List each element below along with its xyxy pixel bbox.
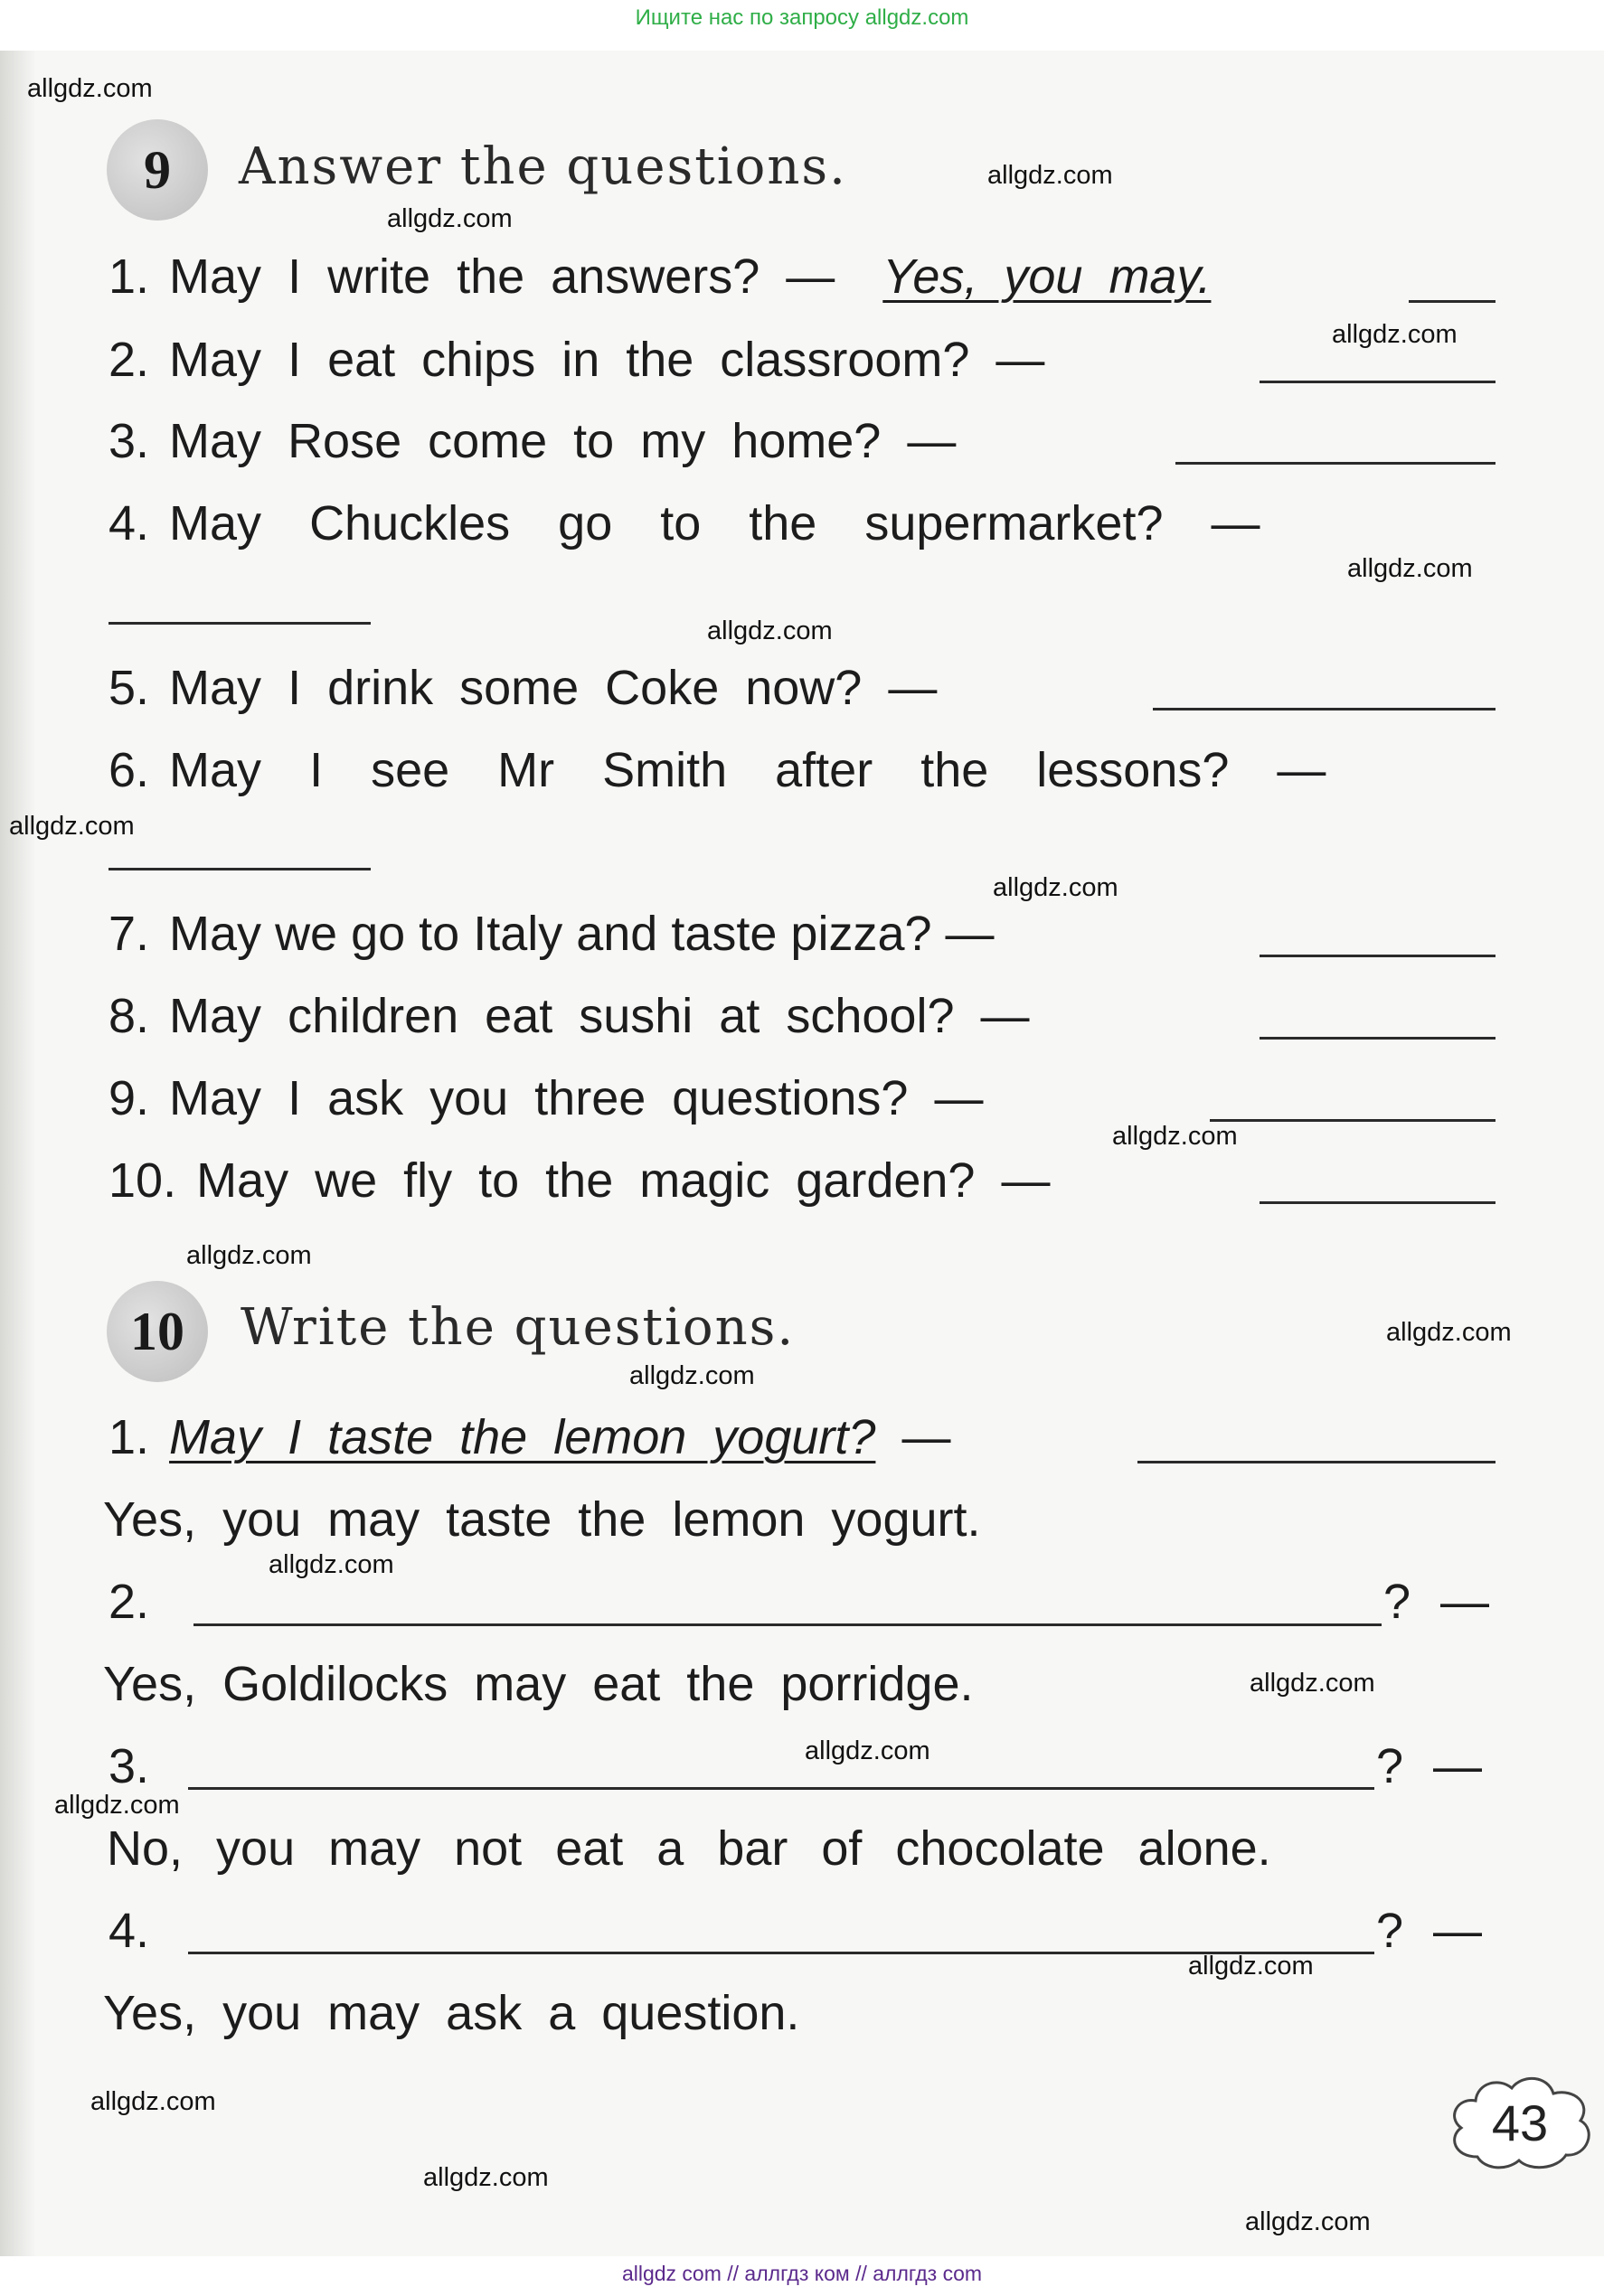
watermark: allgdz.com	[629, 1361, 755, 1390]
task-10-item-2-number: 2.	[109, 1575, 150, 1629]
answer-blank[interactable]	[1137, 1461, 1495, 1463]
watermark: allgdz.com	[9, 812, 135, 841]
question-blank[interactable]	[188, 1787, 1374, 1790]
question-text: May children eat sushi at school? —	[169, 989, 1030, 1043]
item-number: 10.	[109, 1153, 177, 1208]
watermark: allgdz.com	[987, 161, 1113, 190]
answer-blank[interactable]	[109, 622, 371, 625]
task-9-item-5	[109, 659, 937, 717]
question-text: May I eat chips in the classroom? —	[169, 333, 1045, 387]
item-number: 1.	[109, 249, 150, 304]
task-10-response-3: No, you may not eat a bar of chocolate alone.	[107, 1821, 1271, 1876]
task-9-item-6	[109, 741, 1326, 799]
handwritten-question: May I taste the lemon yogurt?	[169, 1410, 876, 1464]
watermark: allgdz.com	[1332, 320, 1458, 349]
watermark: allgdz.com	[27, 74, 153, 103]
item-number: 2.	[109, 333, 150, 387]
watermark: allgdz.com	[1347, 554, 1473, 583]
page-number: 43	[1491, 2094, 1549, 2151]
watermark: allgdz.com	[90, 2087, 216, 2116]
watermark: allgdz.com	[186, 1241, 312, 1270]
question-blank[interactable]	[188, 1952, 1374, 1954]
task-9-number-badge: 9	[107, 119, 208, 221]
task-10-item-3-tail: ? —	[1376, 1739, 1483, 1793]
dash: —	[901, 1410, 951, 1464]
answer-blank[interactable]	[1153, 708, 1495, 710]
watermark: allgdz.com	[1245, 2207, 1371, 2236]
watermark: allgdz.com	[1250, 1669, 1375, 1698]
item-number: 8.	[109, 989, 150, 1043]
task-9-item-7	[109, 905, 995, 963]
answer-blank[interactable]	[1260, 955, 1495, 957]
question-text: May we go to Italy and taste pizza? —	[169, 907, 995, 961]
question-text: May Chuckles go to the supermarket? —	[169, 496, 1260, 550]
item-number: 3.	[109, 414, 150, 468]
question-text: May I drink some Coke now? —	[169, 661, 938, 715]
watermark: allgdz.com	[54, 1791, 180, 1820]
answer-blank[interactable]	[1260, 1037, 1495, 1040]
item-number: 7.	[109, 907, 150, 961]
handwritten-answer: Yes, you may.	[882, 249, 1212, 304]
task-9-item-3	[109, 412, 956, 470]
watermark: allgdz.com	[707, 616, 833, 645]
task-10-item-1	[109, 1408, 950, 1466]
task-9-item-2	[109, 331, 1044, 389]
watermark: allgdz.com	[1386, 1318, 1512, 1347]
task-10-item-4-tail: ? —	[1376, 1904, 1483, 1958]
question-text: May we fly to the magic garden? —	[196, 1153, 1051, 1208]
task-10-item-3-number: 3.	[109, 1739, 150, 1793]
answer-blank[interactable]	[1210, 1119, 1495, 1122]
item-number: 1.	[109, 1410, 150, 1464]
task-10-item-4-number: 4.	[109, 1904, 150, 1958]
task-10-response-1: Yes, you may taste the lemon yogurt.	[103, 1492, 981, 1547]
task-9-item-4	[109, 494, 1260, 552]
item-number: 4.	[109, 496, 150, 550]
watermark: allgdz.com	[1188, 1952, 1314, 1981]
watermark: allgdz.com	[423, 2163, 549, 2192]
answer-blank[interactable]	[109, 868, 371, 870]
watermark: allgdz.com	[387, 204, 513, 233]
watermark: allgdz.com	[269, 1550, 394, 1579]
answer-blank[interactable]	[1409, 300, 1495, 303]
answer-blank[interactable]	[1260, 1201, 1495, 1204]
task-10-title: Write the questions.	[241, 1298, 796, 1357]
task-10-number-badge: 10	[107, 1281, 208, 1382]
task-9-item-9	[109, 1069, 983, 1127]
item-number: 9.	[109, 1071, 150, 1125]
answer-blank[interactable]	[1260, 381, 1495, 383]
page-number-badge	[1443, 2070, 1597, 2175]
question-text: May I write the answers? —	[169, 249, 835, 304]
question-blank[interactable]	[193, 1623, 1382, 1626]
watermark: allgdz.com	[805, 1736, 930, 1765]
item-number: 5.	[109, 661, 150, 715]
question-text: May I ask you three questions? —	[169, 1071, 984, 1125]
item-number: 6.	[109, 743, 150, 797]
task-10-item-2-tail: ? —	[1383, 1575, 1490, 1629]
page-binding-shadow	[0, 51, 36, 2256]
task-9-item-10	[109, 1152, 1050, 1209]
question-text: May I see Mr Smith after the lessons? —	[169, 743, 1326, 797]
task-9-item-8	[109, 987, 1029, 1045]
task-9-title: Answer the questions.	[239, 137, 847, 196]
task-9-item-1	[109, 248, 1211, 306]
task-10-response-2: Yes, Goldilocks may eat the porridge.	[103, 1657, 974, 1711]
question-text: May Rose come to my home? —	[169, 414, 957, 468]
bottom-banner: allgdz com // аллгдз ком // аллгдз com	[621, 2262, 983, 2285]
answer-blank[interactable]	[1175, 462, 1495, 465]
task-10-response-4: Yes, you may ask a question.	[103, 1986, 800, 2040]
watermark: allgdz.com	[1112, 1122, 1238, 1151]
top-banner: Ищите нас по запросу allgdz.com	[635, 5, 969, 30]
watermark: allgdz.com	[993, 873, 1118, 902]
